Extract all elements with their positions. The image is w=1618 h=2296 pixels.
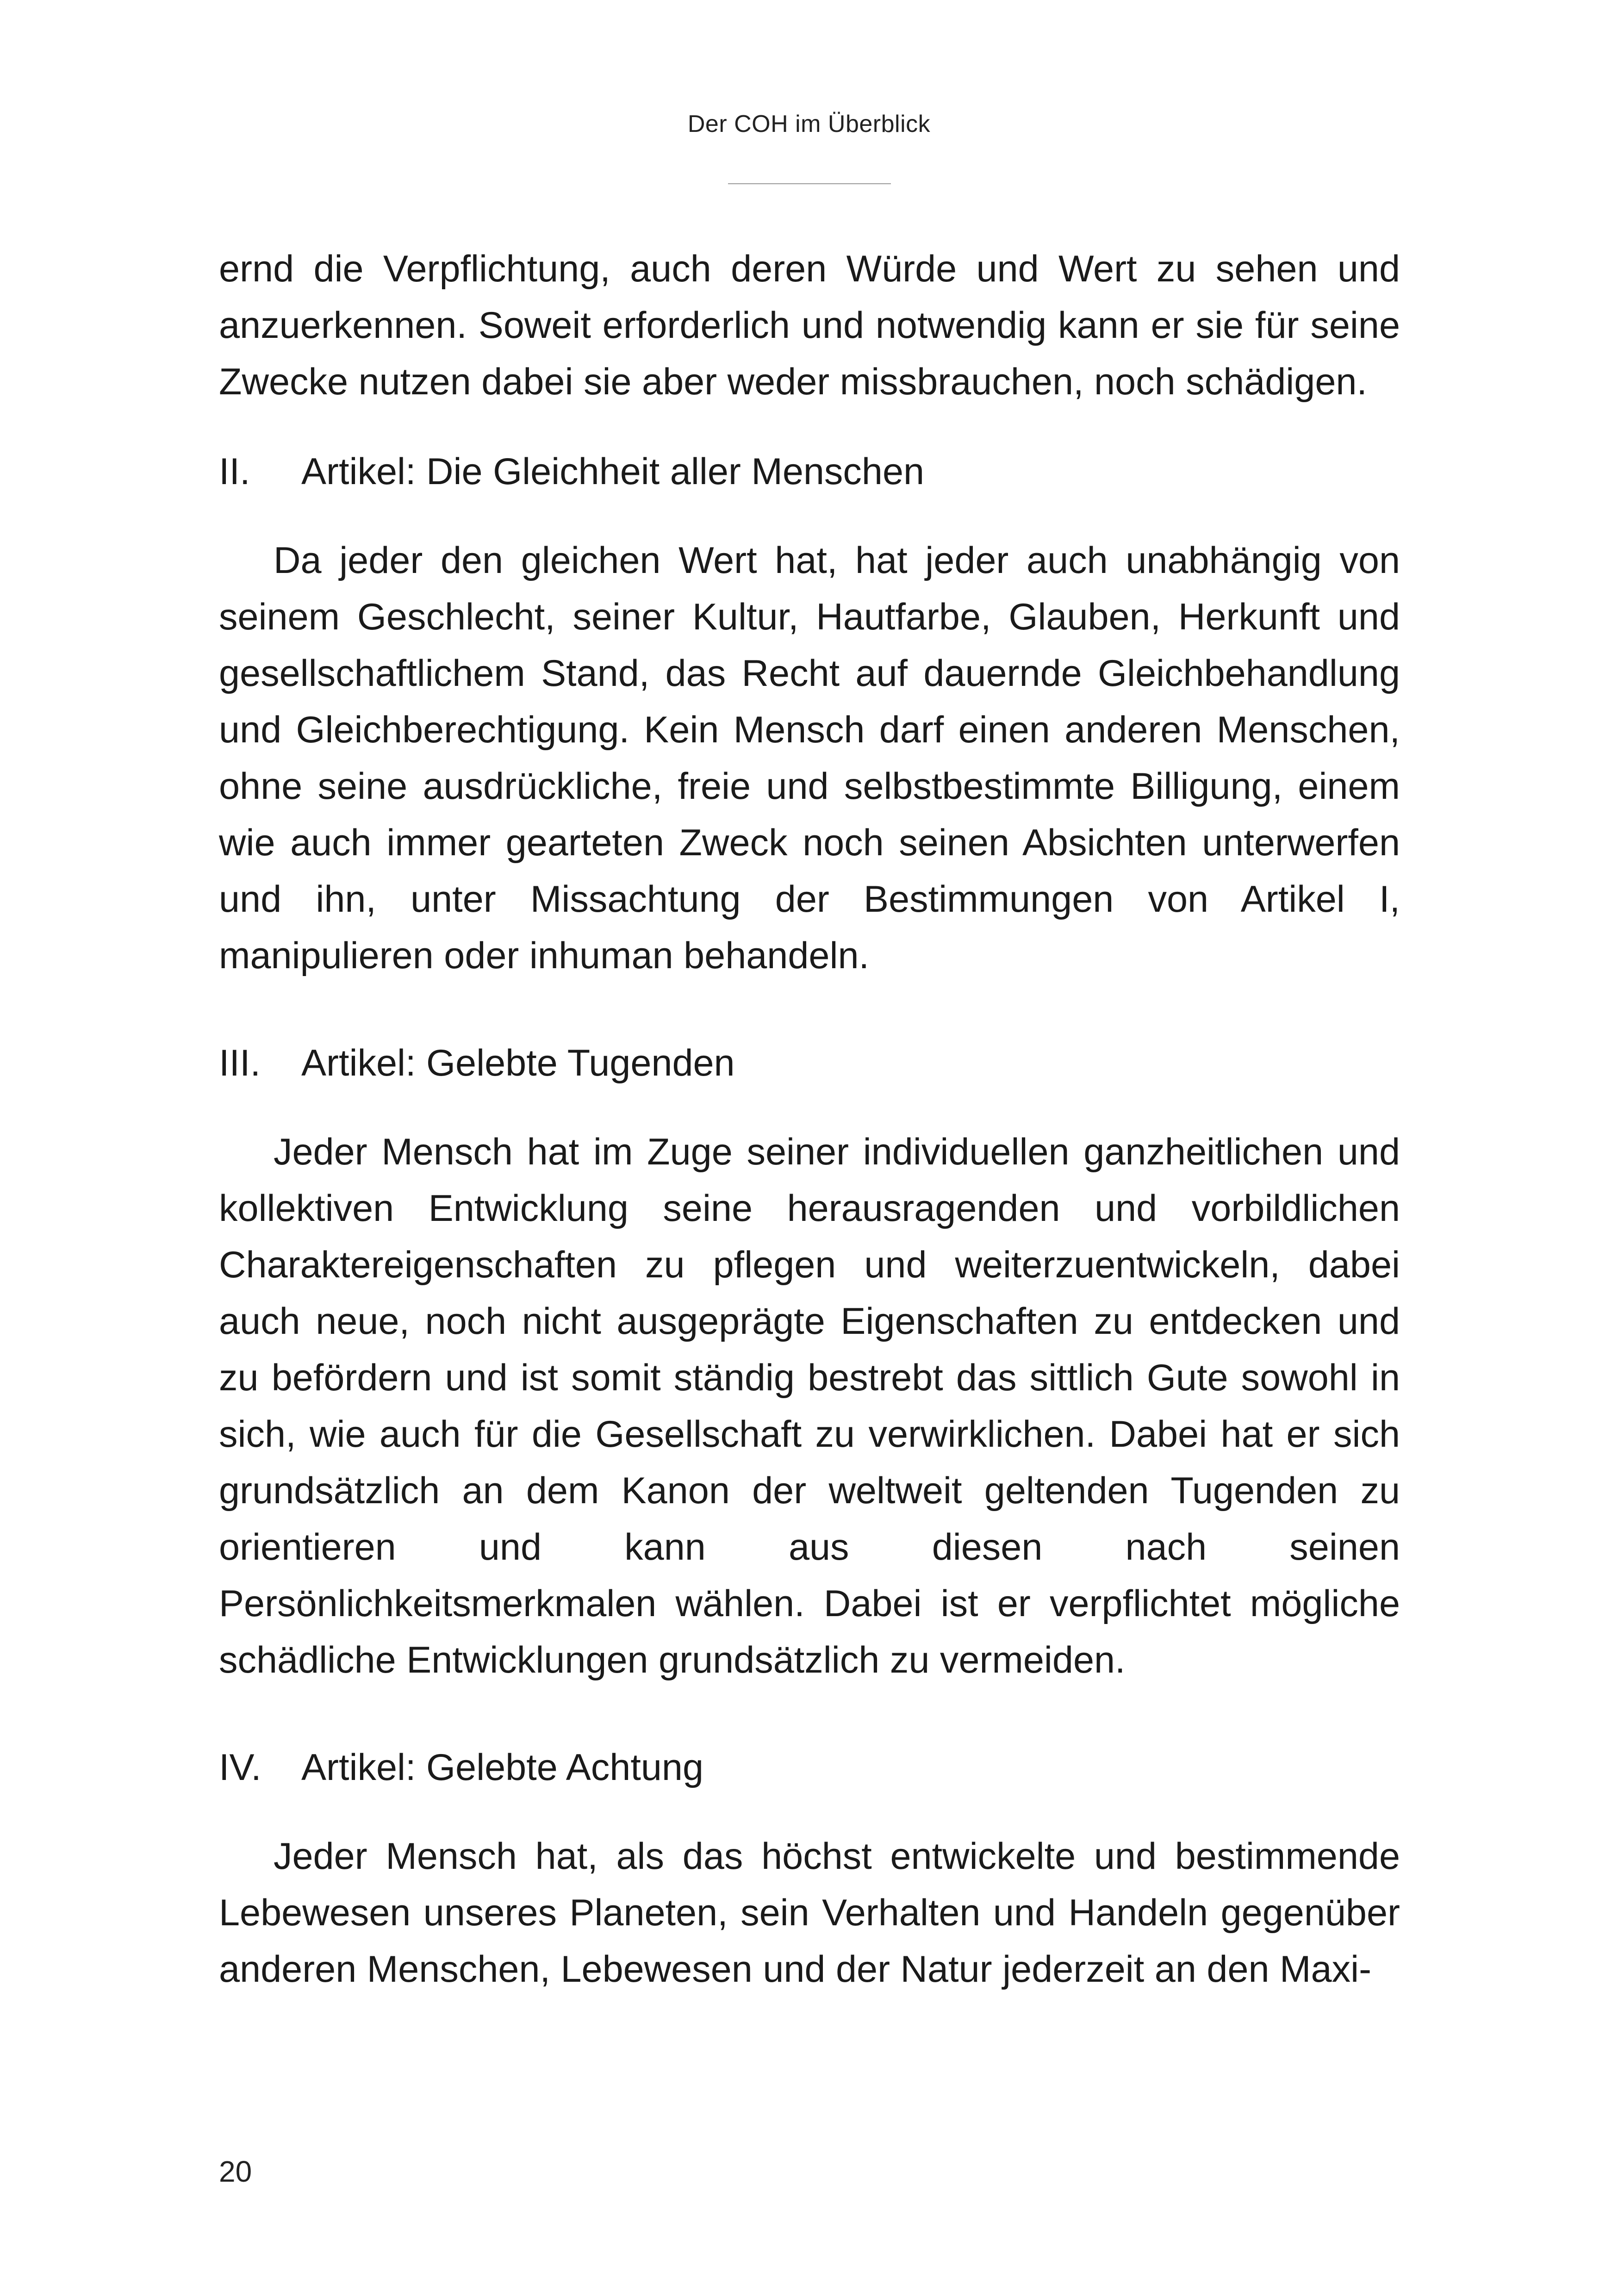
page-body: [219, 241, 1400, 1997]
article-heading-4: [219, 1739, 1400, 1796]
article-number: III.: [219, 1042, 261, 1084]
continued-paragraph: ernd die Verpflichtung, auch deren Würde und Wert zu sehen und anzuerkennen. Soweit erforderlich und notwendig kann er sie für seine Zwecke nutzen dabei sie aber weder missbrauchen, noch schädigen.: [219, 248, 1400, 403]
article-heading-2: [219, 443, 1400, 500]
running-header: Der COH im Überblick: [687, 111, 931, 137]
article-number: IV.: [219, 1747, 261, 1788]
article-title: Artikel: Gelebte Tugenden: [301, 1042, 735, 1084]
article-heading-3: [219, 1035, 1400, 1091]
article-paragraph-2: Da jeder den gleichen Wert hat, hat jeder auch unabhängig von seinem Geschlecht, seiner Kultur, Hautfarbe, Glauben, Herkunft und gesellschaftlichem Stand, das Recht auf dauernde Gleichbehandlung und Gleichberechtigung. Kein Mensch darf einen anderen Menschen, ohne seine ausdrückliche, freie und selbstbestimmte Billigung, einem wie auch immer gearteten Zweck noch seinen Absichten unterwerfen und ihn, unter Missachtung der Bestimmungen von Artikel I, manipulieren oder inhuman behandeln.: [219, 540, 1400, 977]
article-paragraph-3: Jeder Mensch hat im Zuge seiner individuellen ganzheitlichen und kollektiven Entwicklung seine herausragenden und vorbildlichen Charaktereigenschaften zu pflegen und weiterzuentwickeln, dabei auch neue, noch nicht ausgeprägte Eigenschaften zu entdecken und zu befördern und ist somit ständig bestrebt das sittlich Gute sowohl in sich, wie auch für die Gesellschaft zu verwirklichen. Dabei hat er sich grundsätzlich an dem Kanon der weltweit geltenden Tugenden zu orientieren und kann aus diesen nach seinen Persönlichkeitsmerkmalen wählen. Dabei ist er verpflichtet mögliche schädliche Entwicklungen grundsätzlich zu vermeiden.: [219, 1131, 1400, 1681]
article-title: Artikel: Die Gleichheit aller Menschen: [301, 451, 925, 492]
article-title: Artikel: Gelebte Achtung: [301, 1747, 704, 1788]
page-number: 20: [219, 2155, 252, 2188]
header-divider: [728, 183, 891, 184]
article-number: II.: [219, 451, 250, 492]
article-paragraph-4: Jeder Mensch hat, als das höchst entwickelte und bestimmende Lebewesen unseres Planeten, sein Verhalten und Handeln gegenüber anderen Menschen, Lebewesen und der Natur jederzeit an den Maxi-: [219, 1836, 1400, 1990]
